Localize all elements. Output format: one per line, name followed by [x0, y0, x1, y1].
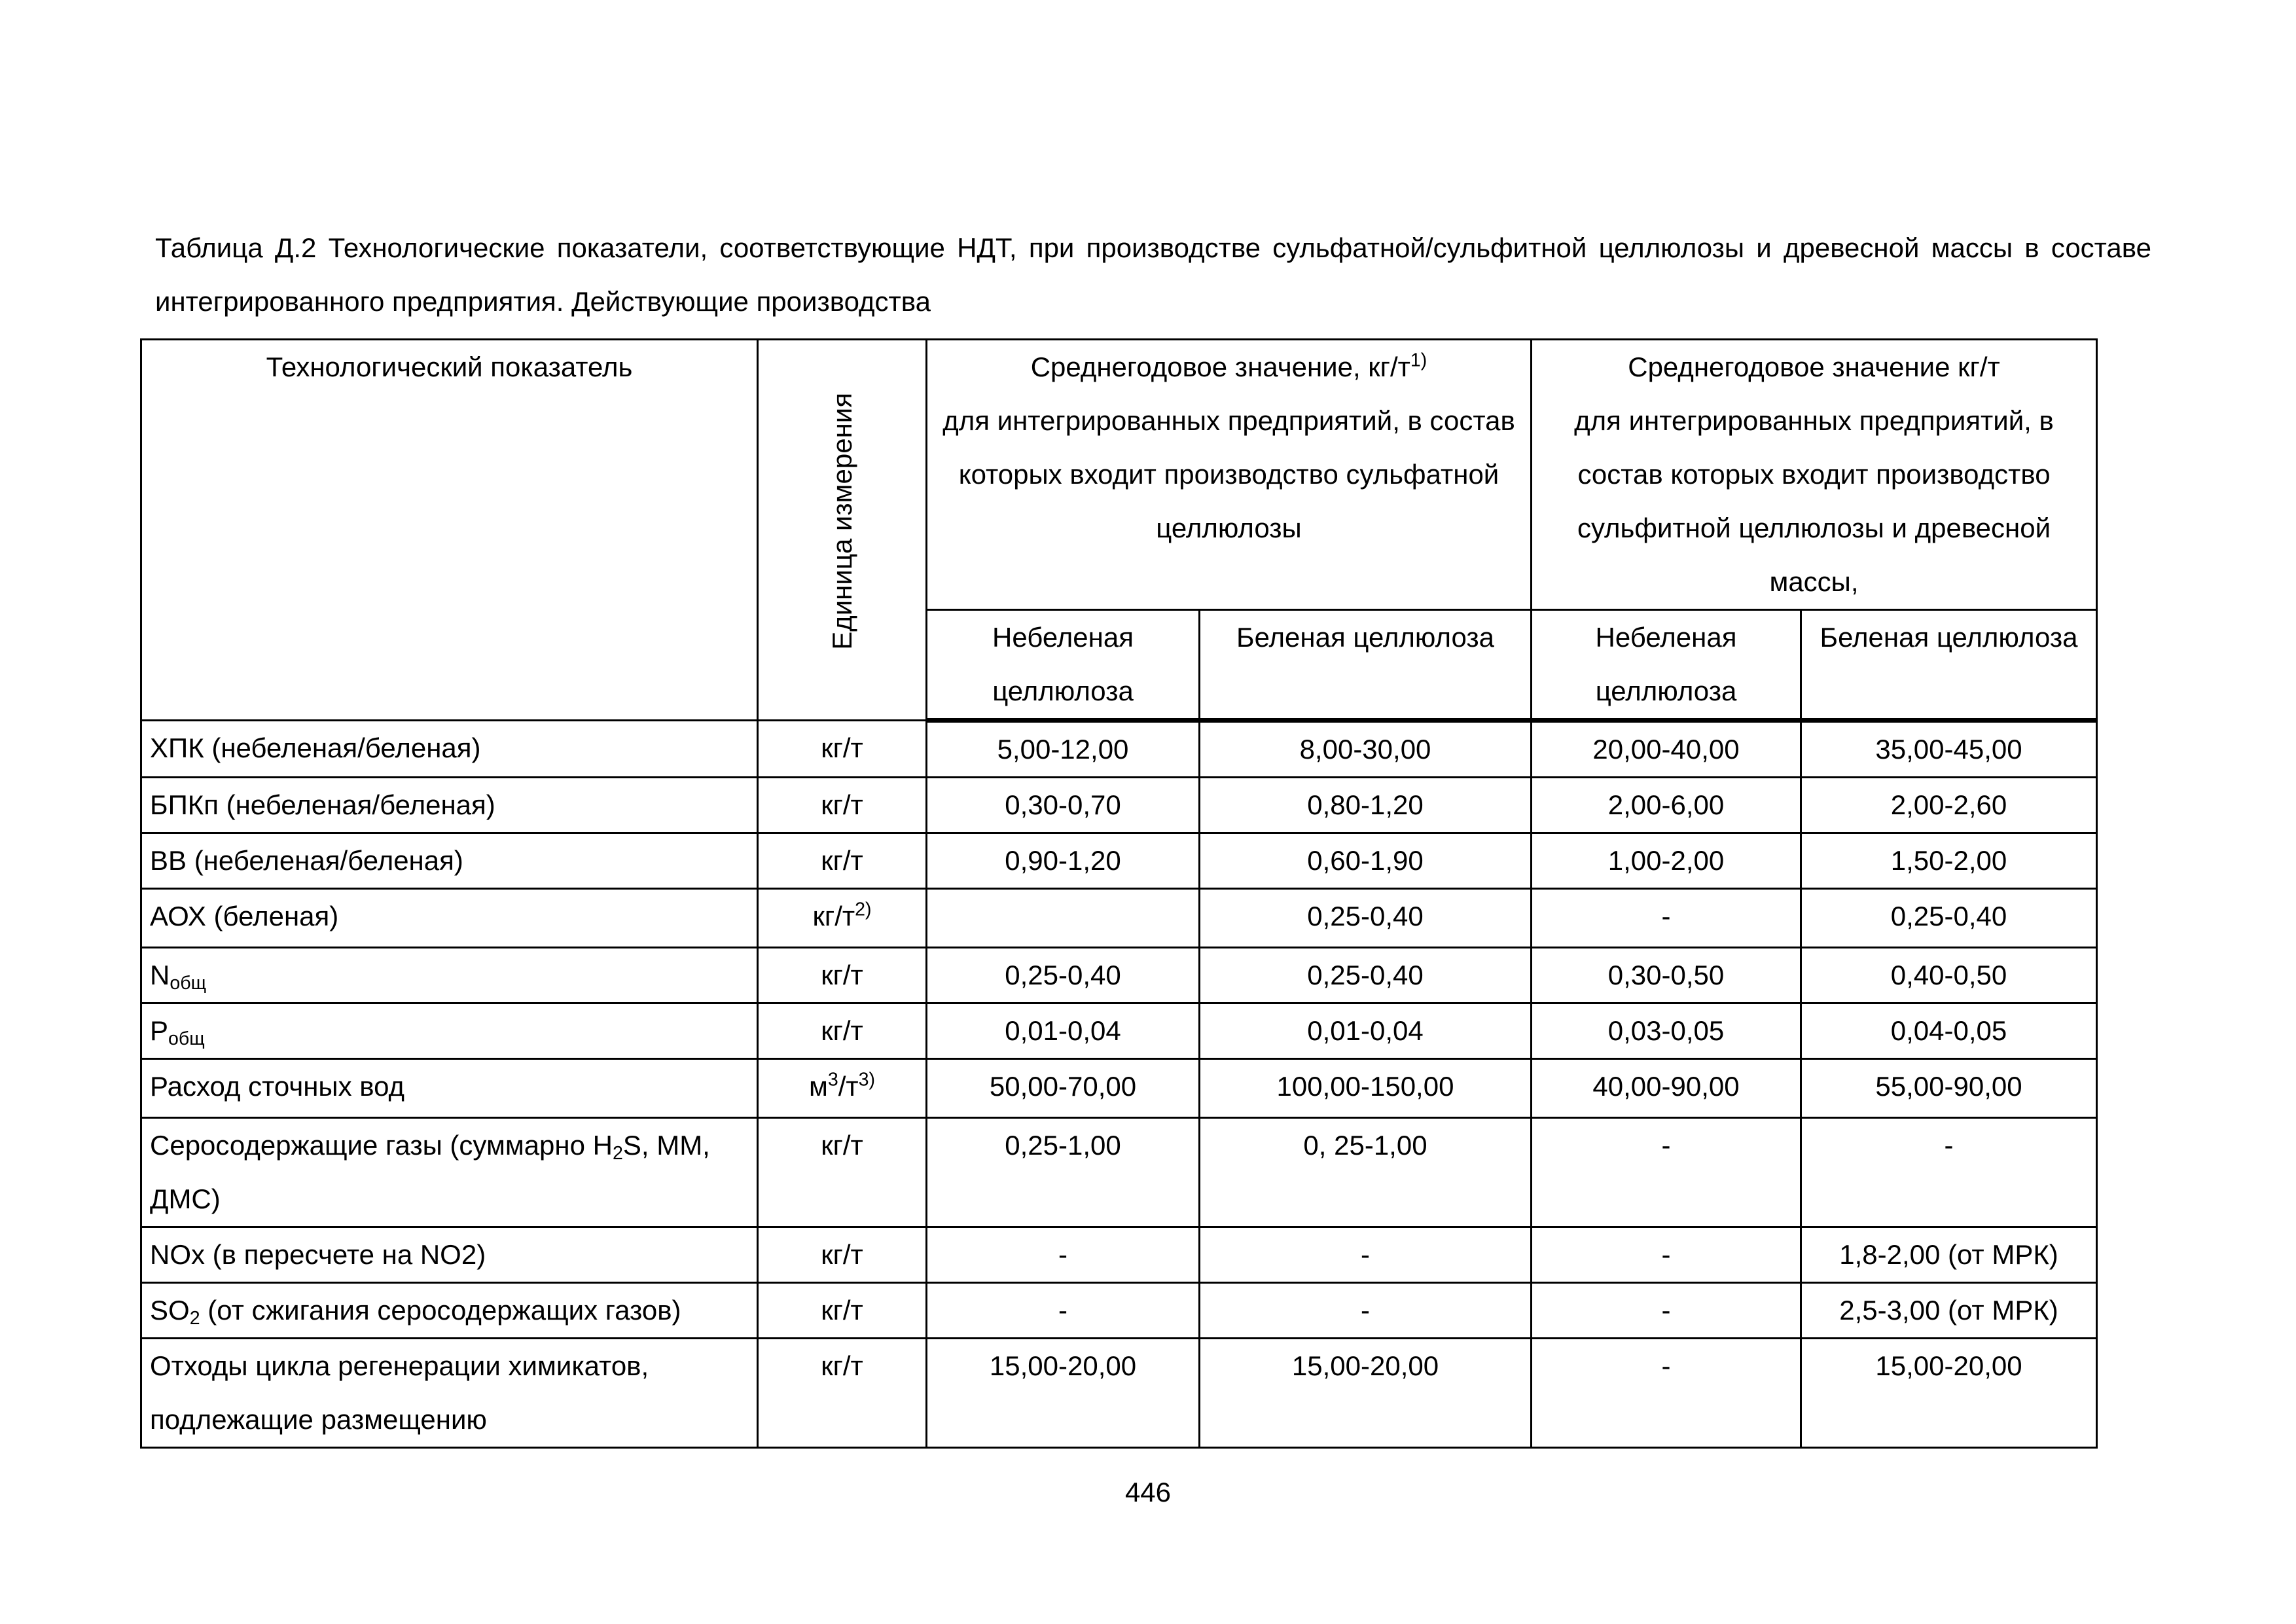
row-unit: кг/т [758, 1283, 927, 1339]
row-unit: кг/т [758, 833, 927, 889]
row-value: 15,00-20,00 [927, 1339, 1200, 1448]
row-unit: кг/т [758, 1339, 927, 1448]
row-name: Отходы цикла регенерации химикатов, подлежащие размещению [141, 1339, 758, 1448]
name-tail: (от сжигания серосодержащих газов) [200, 1295, 681, 1326]
row-value: - [1200, 1227, 1532, 1283]
row-value: 0,03-0,05 [1532, 1003, 1801, 1059]
row-unit: кг/т [758, 1118, 927, 1227]
row-name: БПКп (небеленая/беленая) [141, 778, 758, 833]
name-text: Серосодержащие газы (суммарно H [150, 1130, 613, 1161]
row-value: 0,25-1,00 [927, 1118, 1200, 1227]
row-value: 0,30-0,50 [1532, 948, 1801, 1003]
row-name [141, 1003, 758, 1059]
row-value: 20,00-40,00 [1532, 721, 1801, 778]
row-value: 0,25-0,40 [1801, 889, 2097, 948]
table-row [141, 833, 2097, 889]
row-value: 1,8-2,00 (от МРК) [1801, 1227, 2097, 1283]
table-row [141, 1339, 2097, 1448]
row-unit: кг/т [758, 948, 927, 1003]
table-row [141, 778, 2097, 833]
row-value: 5,00-12,00 [927, 721, 1200, 778]
table-row [141, 1118, 2097, 1227]
subheader-bleached-sulfite: Беленая целлюлоза [1801, 610, 2097, 721]
row-name: NOx (в пересчете на NO2) [141, 1227, 758, 1283]
name-tail: S, ММ, ДМС) [150, 1130, 710, 1214]
table-caption: Таблица Д.2 Технологические показатели, соответствующие НДТ, при производстве сульфатной/сульфитной целлюлозы и древесной массы в составе интегрированного предприятия. Действующие производства [155, 232, 2151, 317]
unit-text: м [808, 1071, 828, 1102]
row-value: 0,25-0,40 [1200, 889, 1532, 948]
row-value: 0,30-0,70 [927, 778, 1200, 833]
row-value: 0,01-0,04 [927, 1003, 1200, 1059]
row-value: 2,00-2,60 [1801, 778, 2097, 833]
table-row [141, 889, 2097, 948]
name-subscript: 2 [189, 1308, 200, 1329]
footnote-ref-1: 1) [1410, 350, 1427, 371]
row-value: 2,00-6,00 [1532, 778, 1801, 833]
header-group-sulfite [1532, 340, 2097, 610]
row-value: - [1532, 1227, 1801, 1283]
row-value: - [927, 1227, 1200, 1283]
row-unit: кг/т [758, 778, 927, 833]
row-value: - [1532, 1339, 1801, 1448]
row-value: 1,50-2,00 [1801, 833, 2097, 889]
footnote-ref-2: 2) [855, 899, 872, 920]
row-value: 0,25-0,40 [927, 948, 1200, 1003]
unit-text: кг/т [812, 901, 855, 931]
row-name [141, 1283, 758, 1339]
name-subscript: 2 [612, 1143, 623, 1164]
row-name: ХПК (небеленая/беленая) [141, 721, 758, 778]
footnote-ref-3: 3) [858, 1069, 876, 1091]
header-group-sulfite-title: Среднегодовое значение кг/т [1628, 352, 2000, 382]
row-value: - [927, 1283, 1200, 1339]
table-row [141, 948, 2097, 1003]
table-row [141, 1227, 2097, 1283]
row-value: - [1801, 1118, 2097, 1227]
row-value: 8,00-30,00 [1200, 721, 1532, 778]
subheader-unbleached-sulfite: Небеленая целлюлоза [1532, 610, 1801, 721]
name-subscript: общ [170, 973, 207, 994]
row-value: 40,00-90,00 [1532, 1059, 1801, 1118]
row-value: 100,00-150,00 [1200, 1059, 1532, 1118]
row-value [927, 889, 1200, 948]
header-indicator: Технологический показатель [141, 340, 758, 721]
row-value: 15,00-20,00 [1200, 1339, 1532, 1448]
subheader-unbleached-sulfate: Небеленая целлюлоза [927, 610, 1200, 721]
row-value: 0,60-1,90 [1200, 833, 1532, 889]
row-value: - [1532, 1118, 1801, 1227]
header-group-sulfite-desc: для интегрированных предприятий, в состав которых входит производство сульфитной целлюлозы и древесной массы, [1574, 405, 2054, 597]
row-unit [758, 889, 927, 948]
name-subscript: общ [168, 1028, 205, 1050]
row-value: 0,80-1,20 [1200, 778, 1532, 833]
row-name: ВВ (небеленая/беленая) [141, 833, 758, 889]
data-table-container [140, 338, 2096, 1449]
row-name [141, 948, 758, 1003]
row-value: 15,00-20,00 [1801, 1339, 2097, 1448]
row-name: АОХ (беленая) [141, 889, 758, 948]
data-table [140, 338, 2098, 1449]
row-value: 2,5-3,00 (от МРК) [1801, 1283, 2097, 1339]
unit-text-mid: /т [838, 1071, 859, 1102]
row-name [141, 1118, 758, 1227]
table-row [141, 1059, 2097, 1118]
row-value: - [1532, 1283, 1801, 1339]
subheader-bleached-sulfate: Беленая целлюлоза [1200, 610, 1532, 721]
name-text: P [150, 1015, 169, 1046]
table-row [141, 721, 2097, 778]
row-unit [758, 1059, 927, 1118]
row-value: 0,25-0,40 [1200, 948, 1532, 1003]
row-unit: кг/т [758, 721, 927, 778]
row-value: 0, 25-1,00 [1200, 1118, 1532, 1227]
page-number: 446 [1124, 1477, 1172, 1507]
row-value: 55,00-90,00 [1801, 1059, 2097, 1118]
row-unit: кг/т [758, 1227, 927, 1283]
row-value: 35,00-45,00 [1801, 721, 2097, 778]
row-value: 0,40-0,50 [1801, 948, 2097, 1003]
row-value: - [1532, 889, 1801, 948]
row-unit: кг/т [758, 1003, 927, 1059]
row-name: Расход сточных вод [141, 1059, 758, 1118]
name-text: SO [150, 1295, 190, 1326]
header-group-sulfate [927, 340, 1532, 610]
row-value: 50,00-70,00 [927, 1059, 1200, 1118]
table-row [141, 1283, 2097, 1339]
header-group-sulfate-desc: для интегрированных предприятий, в состав которых входит производство сульфатной целлюлозы [942, 405, 1515, 543]
row-value: 0,04-0,05 [1801, 1003, 2097, 1059]
unit-superscript: 3 [827, 1069, 838, 1091]
name-text: N [150, 960, 170, 990]
header-unit [758, 340, 927, 721]
row-value: 0,90-1,20 [927, 833, 1200, 889]
row-value: - [1200, 1283, 1532, 1339]
header-unit-label: Единица измерения [826, 392, 857, 650]
row-value: 0,01-0,04 [1200, 1003, 1532, 1059]
row-value: 1,00-2,00 [1532, 833, 1801, 889]
table-row [141, 1003, 2097, 1059]
header-group-sulfate-title: Среднегодовое значение, кг/т [1030, 352, 1410, 382]
